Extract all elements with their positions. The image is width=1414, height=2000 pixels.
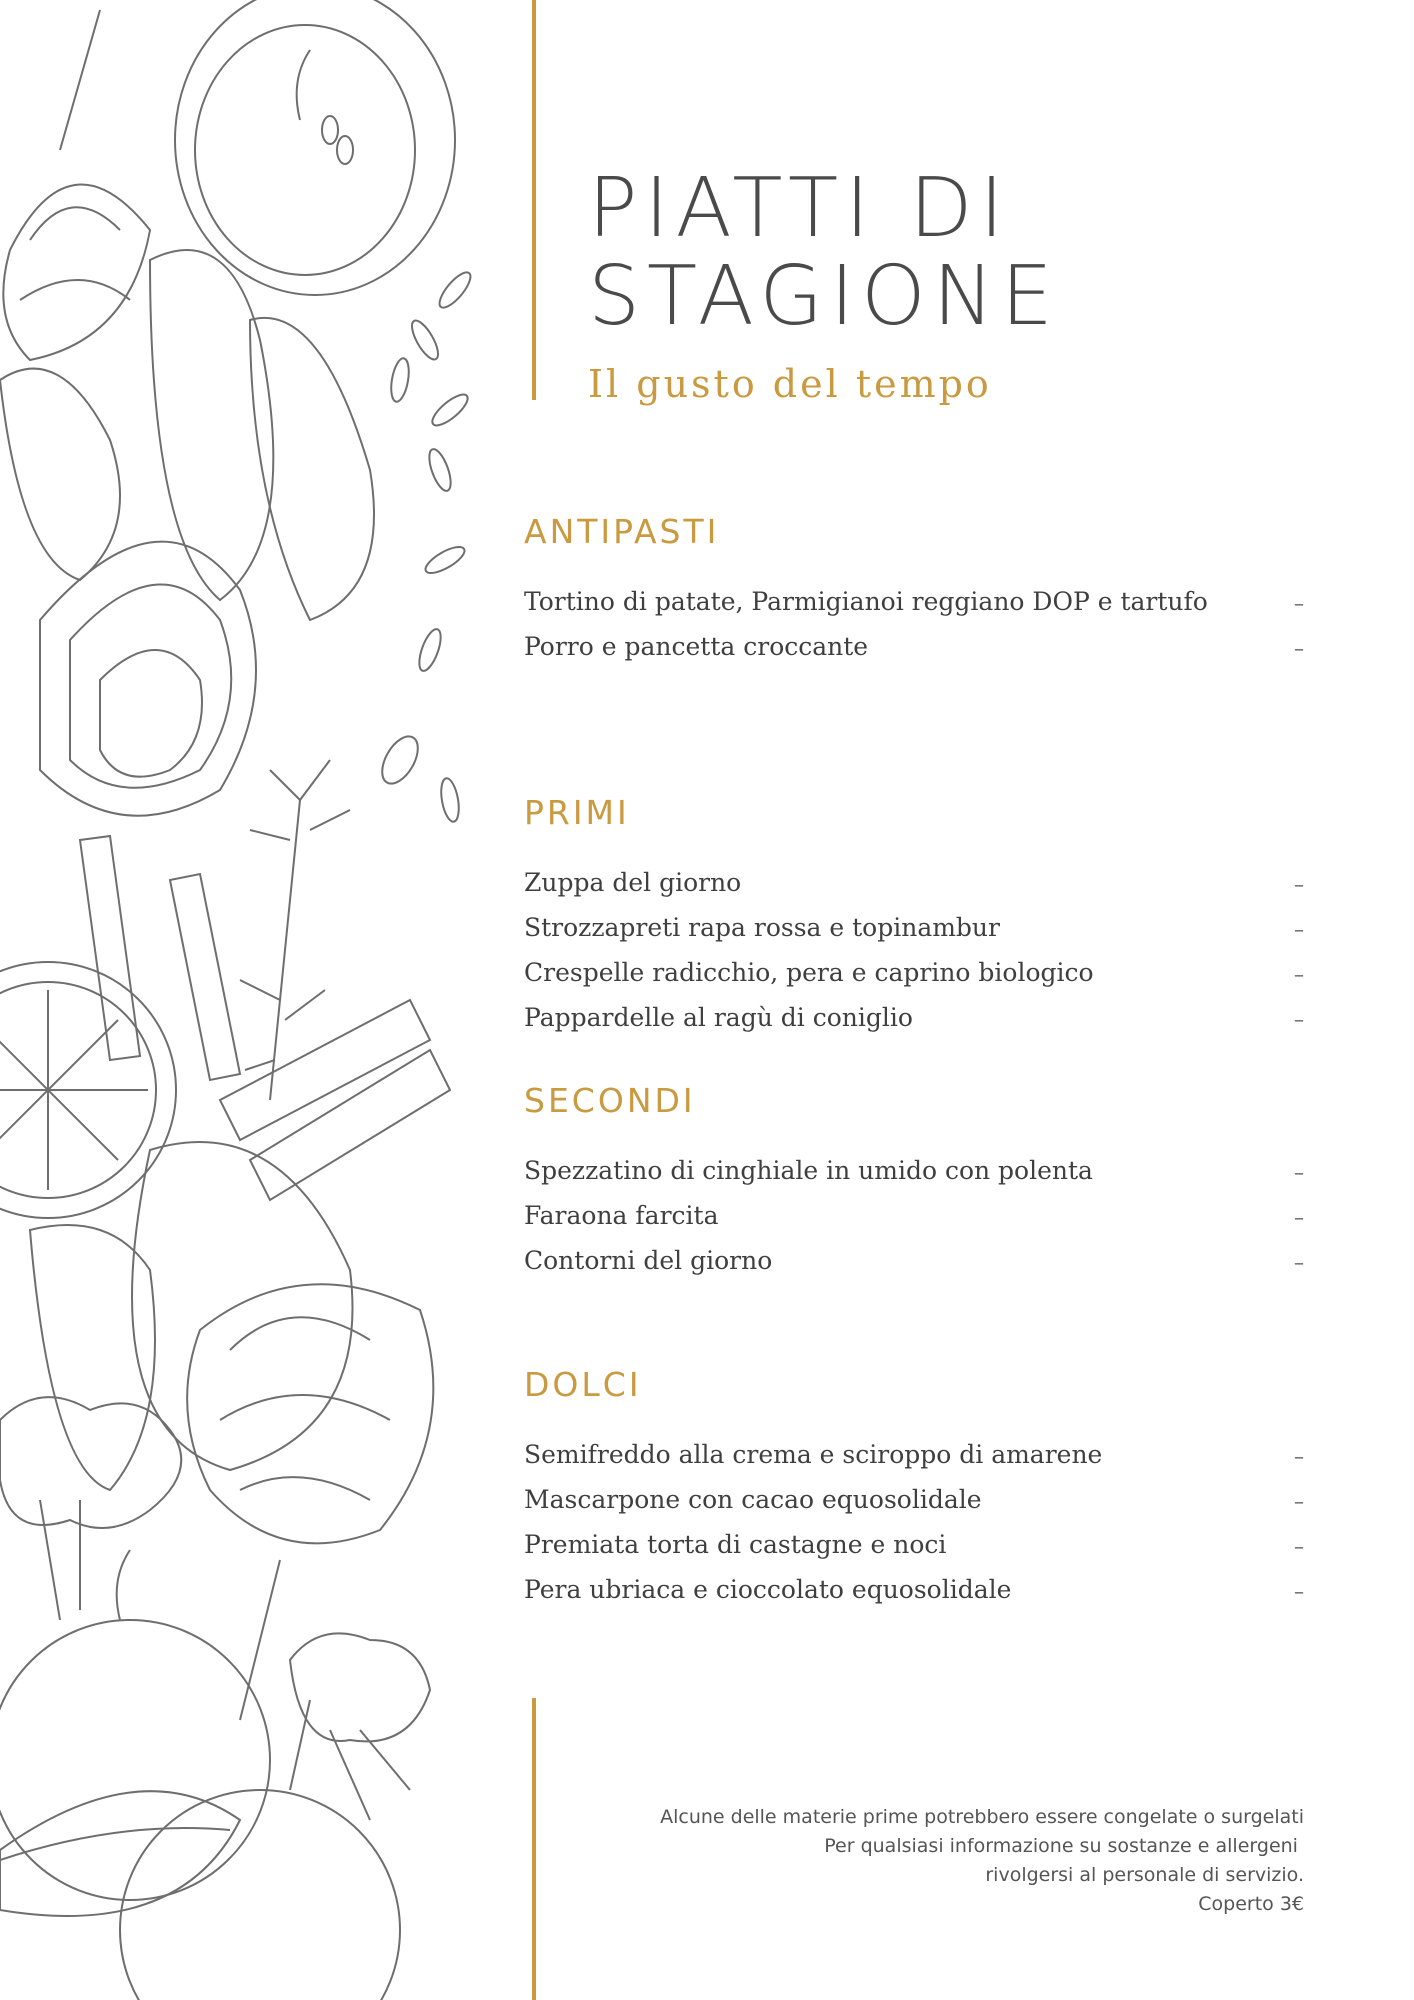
menu-item-name: Premiata torta di castagne e noci: [524, 1530, 947, 1559]
section-secondi: [524, 1081, 1304, 1284]
menu-item-price: –: [1294, 636, 1304, 660]
footer-line: Per qualsiasi informazione su sostanze e allergeni: [824, 1835, 1304, 1857]
celery-sticks-drawing: [80, 836, 450, 1200]
menu-title: [588, 161, 1368, 344]
cover-charge: Coperto 3€: [1198, 1893, 1304, 1915]
footer-notes: [660, 1803, 1304, 1919]
menu-item: [524, 1568, 1304, 1613]
apple-half-drawing: [175, 0, 455, 295]
menu-item-price: –: [1294, 591, 1304, 615]
menu-item: [524, 1433, 1304, 1478]
menu-item-name: Semifreddo alla crema e sciroppo di amarene: [524, 1440, 1103, 1469]
menu-item-name: Faraona farcita: [524, 1201, 719, 1230]
menu-item: [524, 906, 1304, 951]
menu-item-price: –: [1294, 1579, 1304, 1603]
accent-line-top: [532, 0, 536, 400]
accent-line-bottom: [532, 1698, 536, 2000]
menu-item: [524, 625, 1304, 670]
menu-item: [524, 1194, 1304, 1239]
menu-title-line1: PIATTI DI: [588, 161, 1011, 256]
menu-item-price: –: [1294, 1250, 1304, 1274]
section-heading: PRIMI: [524, 793, 630, 832]
menu-item: [524, 996, 1304, 1041]
footer-line: rivolgersi al personale di servizio.: [985, 1864, 1304, 1886]
menu-item-price: –: [1294, 1205, 1304, 1229]
menu-item-price: –: [1294, 962, 1304, 986]
section-primi: [524, 793, 1304, 1041]
menu-item: [524, 1478, 1304, 1523]
menu-item-price: –: [1294, 1160, 1304, 1184]
artichoke-drawing: [187, 1284, 433, 1720]
menu-item-price: –: [1294, 872, 1304, 896]
pine-nuts-drawing: [375, 268, 475, 823]
menu-item-name: Zuppa del giorno: [524, 868, 742, 897]
section-heading: DOLCI: [524, 1365, 642, 1404]
menu-item: [524, 951, 1304, 996]
menu-item-price: –: [1294, 1489, 1304, 1513]
vegetable-illustration: [0, 0, 480, 2000]
section-heading: ANTIPASTI: [524, 512, 720, 551]
menu-item-price: –: [1294, 917, 1304, 941]
menu-item-price: –: [1294, 1007, 1304, 1031]
bitter-melon-drawing: [0, 250, 374, 620]
dill-drawing: [240, 760, 350, 1100]
menu-item-name: Strozzapreti rapa rossa e topinambur: [524, 913, 1000, 942]
menu-item-price: –: [1294, 1534, 1304, 1558]
broccoli-drawing: [0, 1397, 430, 1820]
menu-item: [524, 1239, 1304, 1284]
menu-item: [524, 580, 1304, 625]
artichoke-top-drawing: [3, 10, 150, 360]
menu-item-name: Contorni del giorno: [524, 1246, 773, 1275]
section-heading: SECONDI: [524, 1081, 696, 1120]
menu-item: [524, 1149, 1304, 1194]
menu-item-name: Pera ubriaca e cioccolato equosolidale: [524, 1575, 1012, 1604]
menu-item-name: Tortino di patate, Parmigianoi reggiano DOP e tartufo: [524, 587, 1208, 616]
footer-line: Alcune delle materie prime potrebbero essere congelate o surgelati: [660, 1806, 1304, 1828]
lemon-slice-drawing: [0, 962, 176, 1218]
section-antipasti: [524, 512, 1304, 670]
menu-item: [524, 1523, 1304, 1568]
menu-item-name: Mascarpone con cacao equosolidale: [524, 1485, 982, 1514]
menu-item-name: Crespelle radicchio, pera e caprino biologico: [524, 958, 1094, 987]
menu-item: [524, 861, 1304, 906]
menu-title-line2: STAGIONE: [588, 249, 1060, 344]
fennel-section-drawing: [40, 542, 256, 816]
section-dolci: [524, 1365, 1304, 1613]
menu-item-price: –: [1294, 1444, 1304, 1468]
menu-item-name: Porro e pancetta croccante: [524, 632, 869, 661]
menu-item-name: Spezzatino di cinghiale in umido con polenta: [524, 1156, 1093, 1185]
menu-subtitle: Il gusto del tempo: [588, 362, 992, 406]
menu-item-name: Pappardelle al ragù di coniglio: [524, 1003, 913, 1032]
